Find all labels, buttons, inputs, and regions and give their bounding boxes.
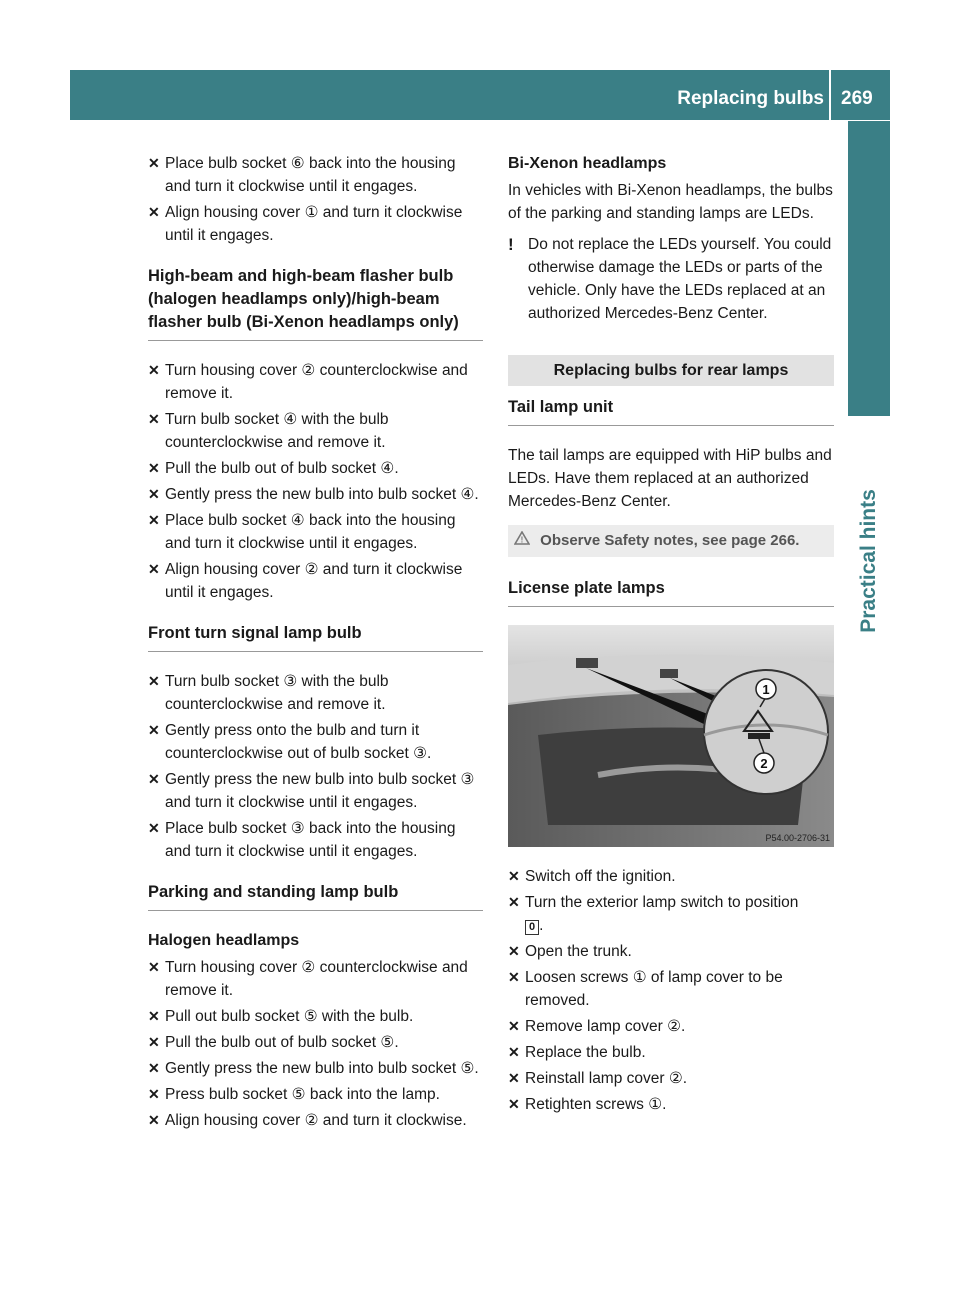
arrow-x-icon: ✕ (508, 1096, 520, 1112)
step-text: Reinstall lamp cover ②. (525, 1070, 688, 1087)
step-item (148, 201, 483, 247)
step-text: Loosen screws ① of lamp cover to be removed. (525, 969, 783, 1009)
step-text: Pull the bulb out of bulb socket ④. (165, 460, 399, 477)
step-item (508, 1015, 834, 1038)
side-tab (848, 416, 890, 706)
step-text: Turn bulb socket ④ with the bulb counterclockwise and remove it. (165, 411, 389, 451)
arrow-x-icon: ✕ (148, 1112, 160, 1128)
step-text: Replace the bulb. (525, 1044, 646, 1061)
step-text: Press bulb socket ⑤ back into the lamp. (165, 1086, 440, 1103)
arrow-x-icon: ✕ (148, 204, 160, 220)
intro-steps (148, 152, 483, 247)
step-text: Retighten screws ①. (525, 1096, 667, 1113)
arrow-x-icon: ✕ (148, 155, 160, 171)
step-text: Open the trunk. (525, 943, 632, 960)
side-tab-label: Practical hints (857, 489, 880, 633)
step-text: Gently press onto the bulb and turn it counterclockwise out of bulb socket ③. (165, 722, 432, 762)
step-item (508, 940, 834, 963)
turn-signal-heading: Front turn signal lamp bulb (148, 622, 483, 652)
step-item (148, 457, 483, 480)
arrow-x-icon: ✕ (148, 486, 160, 502)
step-text: Gently press the new bulb into bulb socket ③ and turn it clockwise until it engages. (165, 771, 475, 811)
step-item (148, 1057, 483, 1080)
lamp-switch-position-symbol: 0 (525, 920, 539, 935)
step-item (148, 670, 483, 716)
step-item (148, 408, 483, 454)
license-step (508, 865, 834, 888)
arrow-x-icon: ✕ (148, 959, 160, 975)
arrow-x-icon: ✕ (508, 1070, 520, 1086)
high-beam-heading: High-beam and high-beam flasher bulb (halogen headlamps only)/high-beam flasher bulb (Bi-Xenon headlamps only) (148, 265, 483, 341)
step-item (508, 1093, 834, 1116)
step-item (148, 1005, 483, 1028)
arrow-x-icon: ✕ (148, 673, 160, 689)
warning-triangle-icon (514, 529, 530, 552)
step-text: Place bulb socket ④ back into the housing and turn it clockwise until it engages. (165, 512, 456, 552)
step-item (148, 359, 483, 405)
safety-warning (508, 525, 834, 557)
license-steps (508, 940, 834, 1116)
step-item (508, 1067, 834, 1090)
arrow-x-icon: ✕ (508, 868, 520, 884)
arrow-x-icon: ✕ (148, 820, 160, 836)
page-title: Replacing bulbs (677, 88, 824, 109)
step-text: Turn housing cover ② counterclockwise and remove it. (165, 959, 468, 999)
arrow-x-icon: ✕ (508, 969, 520, 985)
step-item (148, 509, 483, 555)
halogen-subhead: Halogen headlamps (148, 932, 300, 949)
step-text: Remove lamp cover ②. (525, 1018, 686, 1035)
step-text: Pull the bulb out of bulb socket ⑤. (165, 1034, 399, 1051)
arrow-x-icon: ✕ (148, 512, 160, 528)
license-step-text: Turn the exterior lamp switch to position (525, 894, 799, 911)
left-column (148, 152, 483, 1135)
step-text: Align housing cover ② and turn it clockwise. (165, 1112, 467, 1129)
arrow-x-icon: ✕ (148, 1008, 160, 1024)
arrow-x-icon: ✕ (148, 1060, 160, 1076)
step-item (148, 817, 483, 863)
high-beam-steps (148, 359, 483, 604)
license-plate-figure (508, 625, 834, 847)
arrow-x-icon: ✕ (148, 1034, 160, 1050)
bixenon-text: In vehicles with Bi-Xenon headlamps, the bulbs of the parking and standing lamps are LEDs. (508, 182, 833, 222)
step-item (508, 1041, 834, 1064)
step-item (148, 558, 483, 604)
svg-text:!: ! (520, 535, 524, 545)
arrow-x-icon: ✕ (148, 722, 160, 738)
figure-callout-2: 2 (760, 756, 768, 771)
license-step-text: Switch off the ignition. (525, 868, 676, 885)
step-item (148, 768, 483, 814)
caution-note (508, 233, 834, 325)
license-plate-heading: License plate lamps (508, 577, 834, 607)
step-text: Turn bulb socket ③ with the bulb counterclockwise and remove it. (165, 673, 389, 713)
step-item (148, 483, 483, 506)
page-number: 269 (841, 88, 873, 109)
arrow-x-icon: ✕ (148, 460, 160, 476)
step-text: Pull out bulb socket ⑤ with the bulb. (165, 1008, 414, 1025)
step-item (148, 956, 483, 1002)
turn-signal-steps (148, 670, 483, 863)
safety-warning-text: Observe Safety notes, see page 266. (540, 532, 800, 549)
step-item (148, 1031, 483, 1054)
arrow-x-icon: ✕ (148, 362, 160, 378)
step-item (148, 152, 483, 198)
halogen-steps (148, 956, 483, 1132)
step-text: Place bulb socket ③ back into the housing and turn it clockwise until it engages. (165, 820, 456, 860)
step-item (508, 966, 834, 1012)
step-text: Align housing cover ① and turn it clockwise until it engages. (165, 204, 463, 244)
tail-lamp-heading: Tail lamp unit (508, 396, 834, 426)
figure-code: P54.00-2706-31 (765, 833, 830, 843)
arrow-x-icon: ✕ (148, 411, 160, 427)
license-step (508, 891, 834, 937)
step-item (148, 719, 483, 765)
step-text: Place bulb socket ⑥ back into the housing and turn it clockwise until it engages. (165, 155, 456, 195)
right-column (508, 152, 834, 1119)
arrow-x-icon: ✕ (508, 943, 520, 959)
step-text: Gently press the new bulb into bulb socket ④. (165, 486, 479, 503)
arrow-x-icon: ✕ (508, 894, 520, 910)
arrow-x-icon: ✕ (508, 1044, 520, 1060)
bixenon-subhead: Bi-Xenon headlamps (508, 155, 667, 172)
arrow-x-icon: ✕ (148, 561, 160, 577)
tail-lamp-text: The tail lamps are equipped with HiP bulbs and LEDs. Have them replaced at an authorized Mercedes-Benz Center. (508, 447, 832, 510)
step-text: Turn housing cover ② counterclockwise and remove it. (165, 362, 468, 402)
step-item (148, 1109, 483, 1132)
license-plate-illustration (508, 625, 834, 847)
rear-lamps-heading: Replacing bulbs for rear lamps (508, 355, 834, 386)
parking-heading: Parking and standing lamp bulb (148, 881, 483, 911)
step-text: Align housing cover ② and turn it clockwise until it engages. (165, 561, 463, 601)
arrow-x-icon: ✕ (508, 1018, 520, 1034)
caution-text: Do not replace the LEDs yourself. You could otherwise damage the LEDs or parts of the vehicle. Only have the LEDs replaced at an authorized Mercedes-Benz Center. (528, 236, 832, 322)
step-text: Gently press the new bulb into bulb socket ⑤. (165, 1060, 479, 1077)
side-tab-bar (848, 121, 890, 416)
arrow-x-icon: ✕ (148, 1086, 160, 1102)
caution-icon: ! (508, 235, 514, 254)
step-item (148, 1083, 483, 1106)
arrow-x-icon: ✕ (148, 771, 160, 787)
header-divider (829, 70, 831, 120)
figure-callout-1: 1 (762, 682, 770, 697)
license-step-punct: . (539, 917, 544, 934)
